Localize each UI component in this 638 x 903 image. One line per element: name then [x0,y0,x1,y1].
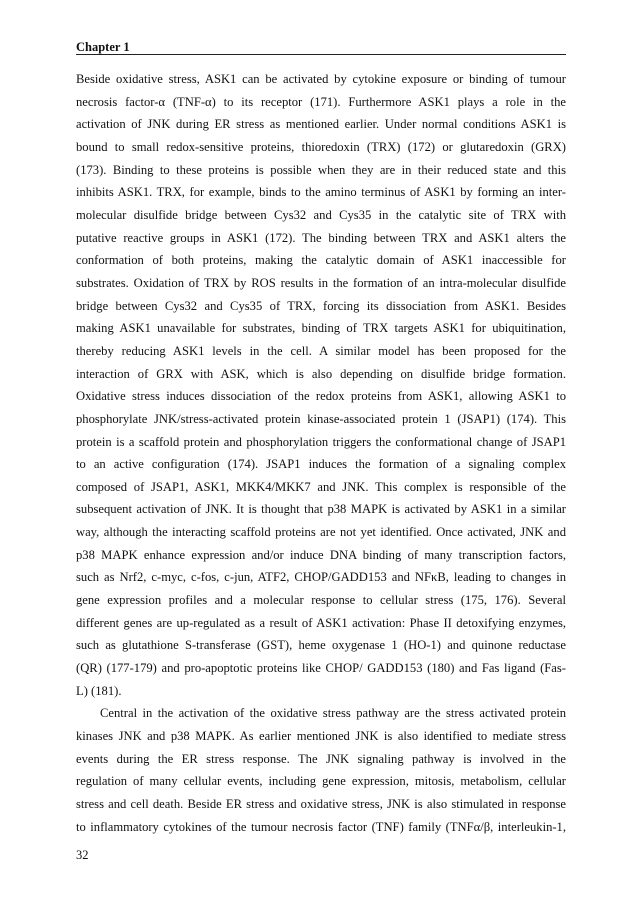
body-text [76,68,566,838]
text-line: activation of JNK during ER stress as mentioned earlier. Under normal conditions ASK1 is [76,117,566,132]
header-rule [76,54,566,55]
text-line: regulation of many cellular events, including gene expression, mitosis, metabolism, cellular [76,774,566,789]
text-line: (173). Binding to these proteins is possible when they are in their reduced state and this [76,162,566,177]
text-line: putative reactive groups in ASK1 (172). The binding between TRX and ASK1 alters the [76,230,566,245]
text-line: protein is a scaffold protein and phosphorylation triggers the conformational change of JSAP1 [76,434,566,449]
text-line: phosphorylate JNK/stress-activated protein kinase-associated protein 1 (JSAP1) (174). This [76,411,566,426]
text-line: (QR) (177-179) and pro-apoptotic proteins like CHOP/ GADD153 (180) and Fas ligand (Fas- [76,661,566,676]
text-line: composed of JSAP1, ASK1, MKK4/MKK7 and JNK. This complex is responsible of the [76,479,566,494]
text-line: inhibits ASK1. TRX, for example, binds to the amino terminus of ASK1 by forming an inter- [76,185,566,200]
text-line: Beside oxidative stress, ASK1 can be activated by cytokine exposure or binding of tumour [76,72,566,86]
text-line: subsequent activation of JNK. It is thought that p38 MAPK is activated by ASK1 in a similar [76,502,566,517]
text-line: making ASK1 unavailable for substrates, binding of TRX targets ASK1 for ubiquitination, [76,321,566,336]
text-line: stress and cell death. Beside ER stress and oxidative stress, JNK is also stimulated in response [76,797,566,811]
text-line: thereby reducing ASK1 levels in the cell. A similar model has been proposed for the [76,343,566,358]
text-line: kinases JNK and p38 MAPK. As earlier mentioned JNK is also identified to mediate stress [76,729,566,744]
text-line: L) (181). [76,683,122,698]
text-line: Oxidative stress induces dissociation of the redox proteins from ASK1, allowing ASK1 to [76,389,566,404]
text-line: different genes are up-regulated as a result of ASK1 activation: Phase II detoxifying enzymes, [76,615,566,630]
text-line: p38 MAPK enhance expression and/or induce DNA binding of many transcription factors, [76,547,566,562]
text-line: conformation of both proteins, making the catalytic domain of ASK1 inaccessible for [76,253,566,268]
text-line: such as glutathione S-transferase (GST), heme oxygenase 1 (HO-1) and quinone reductase [76,638,566,653]
text-line: interaction of GRX with ASK, which is also depending on disulfide bridge formation. [76,366,566,381]
text-line: necrosis factor-α (TNF-α) to its receptor (171). Furthermore ASK1 plays a role in the [76,94,566,109]
text-line: events during the ER stress response. The JNK signaling pathway is involved in the [76,751,566,766]
text-line: way, although the interacting scaffold proteins are not yet identified. Once activated, JNK and [76,525,566,540]
paragraph-first-line: Central in the activation of the oxidative stress pathway are the stress activated protein [100,706,566,721]
text-line: gene expression profiles and a molecular response to cellular stress (175, 176). Several [76,593,566,608]
text-line: bridge between Cys32 and Cys35 of TRX, forcing its dissociation from ASK1. Besides [76,298,566,313]
text-line: substrates. Oxidation of TRX by ROS results in the formation of an intra-molecular disulfide [76,275,566,290]
text-line: such as Nrf2, c-myc, c-fos, c-jun, ATF2, CHOP/GADD153 and NFκB, leading to changes in [76,570,566,585]
text-line: to an active configuration (174). JSAP1 induces the formation of a signaling complex [76,457,566,472]
page-number: 32 [76,848,89,862]
text-line: molecular disulfide bridge between Cys32 and Cys35 in the catalytic site of TRX with [76,207,566,222]
text-line: to inflammatory cytokines of the tumour necrosis factor (TNF) family (TNFα/β, interleukin-1, [76,819,566,834]
text-line: bound to small redox-sensitive proteins, thioredoxin (TRX) (172) or glutaredoxin (GRX) [76,139,566,154]
chapter-heading: Chapter 1 [76,40,130,54]
